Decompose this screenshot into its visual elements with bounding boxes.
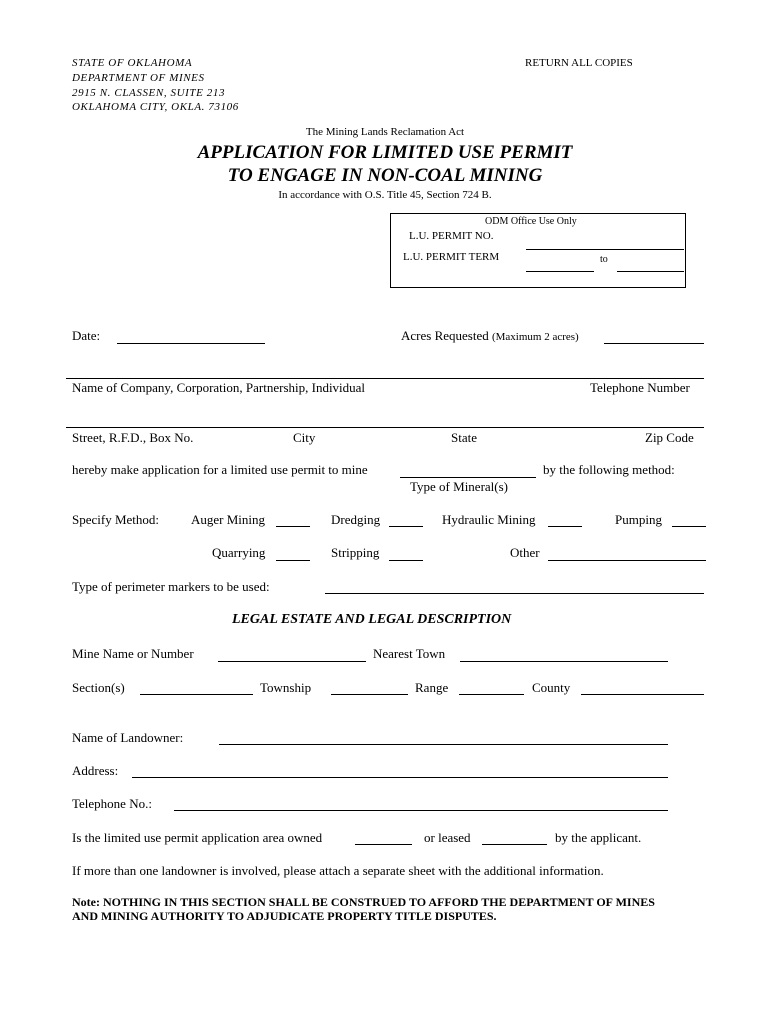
stripping-label: Stripping [331,545,380,560]
agency-line-4: OKLAHOMA CITY, OKLA. 73106 [72,101,239,113]
mineral-label: Type of Mineral(s) [410,479,509,494]
date-label: Date: [72,328,101,343]
office-use-box [390,213,686,288]
landowner-address-field[interactable] [132,777,668,778]
note-line-2: AND MINING AUTHORITY TO ADJUDICATE PROPERTY TITLE DISPUTES. [72,909,497,923]
agency-line-2: DEPARTMENT OF MINES [72,72,205,84]
sections-label: Section(s) [72,680,125,695]
other-label: Other [510,545,540,560]
perimeter-label: Type of perimeter markers to be used: [72,579,270,594]
permit-term-label: L.U. PERMIT TERM [403,251,500,263]
permit-no-label: L.U. PERMIT NO. [409,230,494,242]
stripping-field[interactable] [389,560,423,561]
auger-field[interactable] [276,526,310,527]
owned-field[interactable] [355,844,412,845]
multiple-landowner-text: If more than one landowner is involved, please attach a separate sheet with the additional information. [72,863,604,878]
permit-no-field[interactable] [526,249,684,250]
leased-field[interactable] [482,844,547,845]
landowner-field[interactable] [219,744,668,745]
auger-label: Auger Mining [191,512,266,527]
telephone-label: Telephone Number [590,380,690,395]
pumping-label: Pumping [615,512,662,527]
permit-term-start-field[interactable] [526,271,594,272]
township-field[interactable] [331,694,408,695]
apply-text: hereby make application for a limited use permit to mine [72,462,368,477]
name-label: Name of Company, Corporation, Partnership, Individual [72,380,366,395]
county-label: County [532,680,571,695]
landowner-telephone-field[interactable] [174,810,668,811]
agency-line-3: 2915 N. CLASSEN, SUITE 213 [72,87,226,99]
range-field[interactable] [459,694,524,695]
return-note: RETURN ALL COPIES [525,57,633,69]
statute-reference: In accordance with O.S. Title 45, Section 724 B. [278,189,492,201]
sections-field[interactable] [140,694,253,695]
agency-line-1: STATE OF OKLAHOMA [72,57,193,69]
form-title-line-2: TO ENGAGE IN NON-COAL MINING [227,165,543,186]
leased-text: or leased [424,830,471,845]
landowner-label: Name of Landowner: [72,730,184,745]
act-name: The Mining Lands Reclamation Act [305,126,465,138]
office-use-heading: ODM Office Use Only [485,216,577,227]
name-field[interactable] [66,378,704,379]
address-field[interactable] [66,427,704,428]
range-label: Range [415,680,449,695]
legal-heading: LEGAL ESTATE AND LEGAL DESCRIPTION [232,612,512,627]
method-text: by the following method: [543,462,675,477]
permit-term-end-field[interactable] [617,271,684,272]
date-field[interactable] [117,343,265,344]
hydraulic-label: Hydraulic Mining [442,512,536,527]
mineral-field[interactable] [400,477,536,478]
dredging-label: Dredging [331,512,381,527]
acres-label: Acres Requested (Maximum 2 acres) [401,328,579,343]
county-field[interactable] [581,694,704,695]
state-label: State [451,430,477,445]
note-line-1: Note: NOTHING IN THIS SECTION SHALL BE CONSTRUED TO AFFORD THE DEPARTMENT OF MINES [72,895,655,909]
acres-note: (Maximum 2 acres) [491,331,579,343]
dredging-field[interactable] [389,526,423,527]
form-title-line-1: APPLICATION FOR LIMITED USE PERMIT [197,142,573,163]
city-label: City [293,430,316,445]
hydraulic-field[interactable] [548,526,582,527]
landowner-telephone-label: Telephone No.: [72,796,152,811]
mine-name-label: Mine Name or Number [72,646,194,661]
mine-name-field[interactable] [218,661,366,662]
quarrying-field[interactable] [276,560,310,561]
quarrying-label: Quarrying [212,545,266,560]
applicant-text: by the applicant. [555,830,642,845]
nearest-town-label: Nearest Town [373,646,446,661]
pumping-field[interactable] [672,526,706,527]
nearest-town-field[interactable] [460,661,668,662]
landowner-address-label: Address: [72,763,119,778]
acres-field[interactable] [604,343,704,344]
owned-text: Is the limited use permit application area owned [72,830,323,845]
perimeter-field[interactable] [325,593,704,594]
zip-label: Zip Code [645,430,694,445]
other-field[interactable] [548,560,706,561]
to-label: to [600,254,608,265]
street-label: Street, R.F.D., Box No. [72,430,194,445]
specify-method-label: Specify Method: [72,512,160,527]
township-label: Township [260,680,312,695]
